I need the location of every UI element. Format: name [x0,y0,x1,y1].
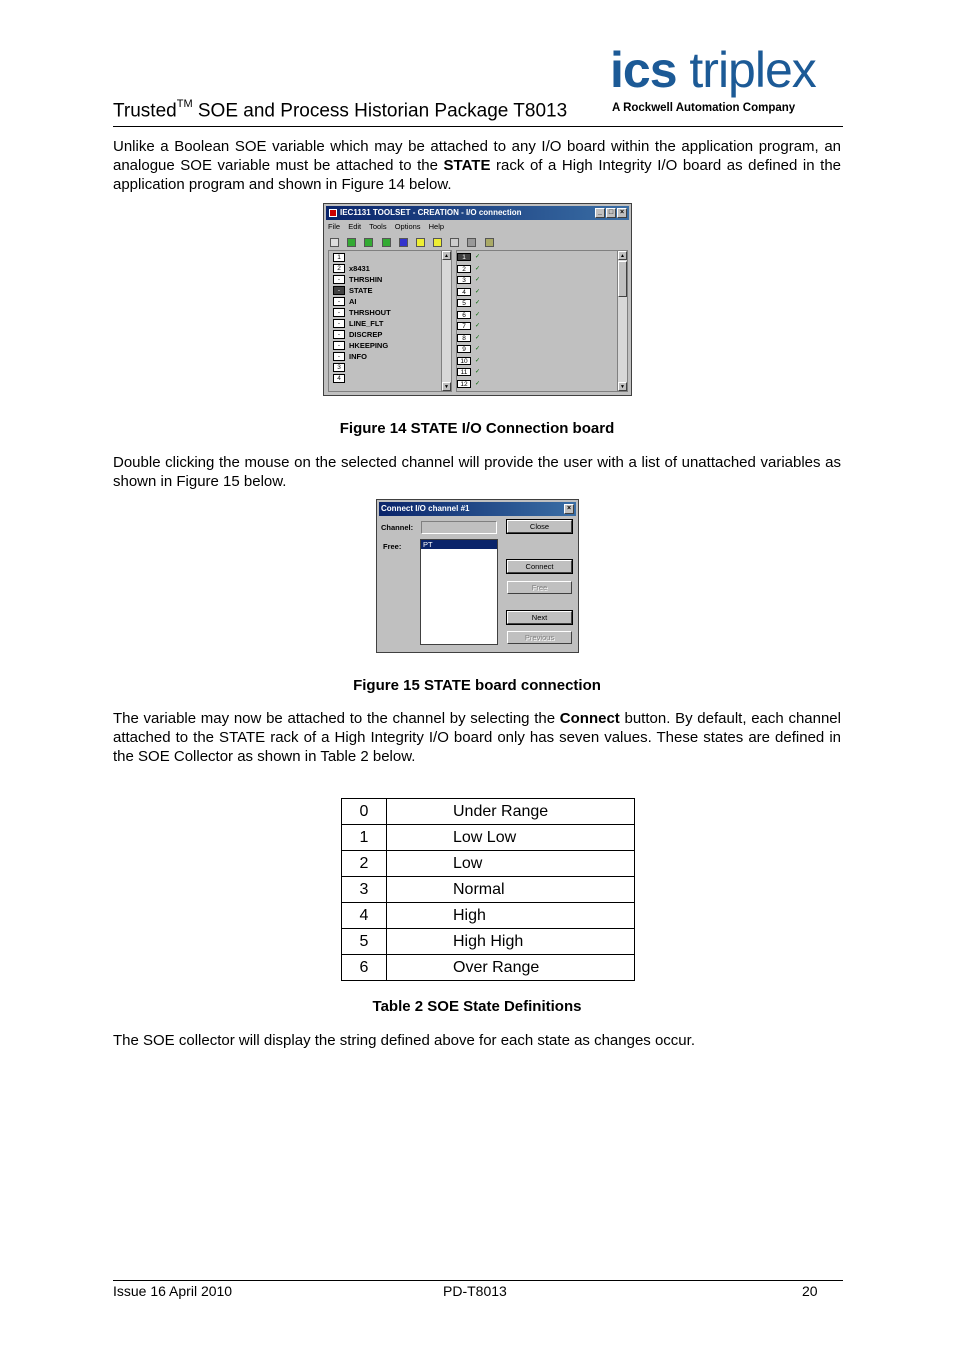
rack-index: 4 [333,374,345,383]
state-name: Over Range [387,955,635,981]
rack-row[interactable] [333,297,357,307]
header-title-rest: SOE and Process Historian Package T8013 [192,100,568,122]
paragraph-double-click: Double clicking the mouse on the selected channel will provide the user with a list of unattached variables as shown in Figure 15 below. [113,454,841,490]
channel-index: 9 [457,345,471,353]
footer-issue: Issue 16 April 2010 [113,1283,233,1299]
close-icon[interactable]: × [617,208,627,218]
minimize-icon[interactable]: _ [595,208,605,218]
table-2-caption: Table 2 SOE State Definitions [372,998,582,1015]
rack-index: - [333,275,345,284]
previous-button[interactable]: Previous [507,631,572,644]
app-icon [329,209,337,217]
state-value: 1 [342,825,387,851]
rack-row[interactable] [333,308,391,318]
rack-index: - [333,352,345,361]
channel-index: 11 [457,368,471,376]
settings-icon[interactable] [485,238,494,247]
rack-label: LINE_FLT [349,319,384,328]
logo-light-part: triplex [676,42,816,98]
channel-row-selected[interactable] [457,253,481,263]
channel-index: 3 [457,276,471,284]
company-logo [606,42,846,122]
paragraph-intro [113,137,841,194]
channel-scrollbar[interactable] [617,251,627,391]
window-title: IEC1131 TOOLSET - CREATION - I/O connection [340,208,522,217]
channel-row[interactable] [457,288,481,298]
channel-index: 2 [457,265,471,273]
page-header-title [113,100,567,122]
rack-label: STATE [349,286,373,295]
menu-file[interactable]: File [328,222,341,231]
check-icon: ✓ [475,323,481,329]
delete-icon[interactable] [399,238,408,247]
paste-board-icon[interactable] [382,238,391,247]
print-icon[interactable] [330,238,339,247]
check-icon: ✓ [475,265,481,272]
rack-label: HKEEPING [349,341,389,350]
scroll-up-icon[interactable]: ▲ [442,251,451,260]
logo-bold-part: ics [610,42,677,98]
channel-index: 1 [457,253,471,261]
rack-scrollbar[interactable] [441,251,451,391]
rack-index: - [333,297,345,306]
state-value: 5 [342,929,387,955]
figure-15-connect-dialog [376,499,579,653]
paragraph-connect [113,709,841,766]
state-name: High [387,903,635,929]
check-icon: ✓ [475,254,481,260]
channel-row[interactable] [457,276,481,286]
menu-tools[interactable]: Tools [369,222,387,231]
channel-row[interactable] [457,299,481,309]
channel-index: 8 [457,334,471,342]
scroll-down-icon[interactable]: ▼ [442,382,451,391]
channel-label: Channel: [381,523,414,532]
scroll-thumb[interactable] [618,261,627,297]
check-icon: ✓ [475,300,481,306]
rack-label: x8431 [349,264,370,273]
channel-row[interactable] [457,265,481,275]
check-icon: ✓ [475,380,481,387]
arrow-up-icon[interactable] [416,238,425,247]
check-icon: ✓ [475,346,481,352]
channel-index: 10 [457,357,471,365]
paragraph-connect-part-1: The variable may now be attached to the channel by selecting the [113,710,560,727]
rack-index: - [333,286,345,295]
state-name: High High [387,929,635,955]
state-value: 0 [342,799,387,825]
free-label: Free: [383,542,402,551]
rack-index: 2 [333,264,345,273]
rack-row[interactable] [333,330,382,340]
add-board-icon[interactable] [347,238,356,247]
check-icon: ✓ [475,277,481,283]
rack-index: - [333,319,345,328]
list-item-selected[interactable]: PT [421,540,497,549]
table-row [342,825,635,851]
rack-index: - [333,330,345,339]
check-icon: ✓ [475,334,481,341]
channel-row[interactable] [457,334,481,344]
rack-index: 1 [333,253,345,262]
channel-row[interactable] [457,380,481,390]
rack-label: THRSHOUT [349,308,391,317]
logo-tagline: A Rockwell Automation Company [612,102,796,114]
state-name: Low Low [387,825,635,851]
channel-field [421,521,497,534]
channel-index: 4 [457,288,471,296]
channel-index: 7 [457,322,471,330]
channel-index: 5 [457,299,471,307]
paragraph-intro-bold: STATE [443,157,491,174]
rack-index: - [333,308,345,317]
state-value: 4 [342,903,387,929]
channel-row[interactable] [457,357,481,367]
state-name: Low [387,851,635,877]
rack-row-selected[interactable] [333,286,372,296]
table-row [342,929,635,955]
soe-state-table [341,798,635,981]
footer-page-number: 20 [802,1283,818,1299]
header-divider [113,126,843,127]
state-value: 2 [342,851,387,877]
toolbar [328,234,627,247]
paragraph-intro-part-1: Unlike a Boolean SOE variable which may be attached to any I/O board within the application program, an analogue SOE variable must be attached to the [113,138,841,174]
rack-label: INFO [349,352,367,361]
paragraph-intro-part-2: rack of a High Integrity I/O board as defined in the application program and shown in Figure 14 below. [113,157,842,193]
paragraph-connect-bold: Connect [559,710,620,727]
next-button[interactable]: Next [507,611,572,624]
copy-board-icon[interactable] [364,238,373,247]
free-button[interactable]: Free [507,581,572,594]
rack-row[interactable] [333,319,383,329]
connect-button[interactable]: Connect [507,560,572,573]
channel-list-panel [456,250,628,392]
channel-index: 12 [457,380,471,388]
dialog-titlebar [379,502,576,516]
rack-row[interactable] [333,374,349,384]
close-icon[interactable]: × [564,504,574,514]
dialog-title: Connect I/O channel #1 [381,504,470,513]
header-title-main: Trusted [113,100,177,122]
figure-15-caption: Figure 15 STATE board connection [353,677,601,694]
footer-doc-id: PD-T8013 [443,1283,507,1299]
channel-row[interactable] [457,368,481,378]
rack-label: DISCREP [349,330,383,339]
menu-bar [328,222,450,231]
maximize-icon[interactable]: □ [606,208,616,218]
free-variables-list[interactable] [420,539,498,645]
menu-options[interactable]: Options [394,222,421,231]
rack-row[interactable] [333,264,370,274]
channel-index: 6 [457,311,471,319]
menu-edit[interactable]: Edit [348,222,362,231]
rack-row[interactable] [333,341,388,351]
paragraph-connect-part-2: button. By default, each channel attached to the STATE rack of a High Integrity I/O board only has seven values. These states are defined in the SOE Collector as shown in Table 2 below. [113,710,841,765]
figure-14-io-connection-window [323,203,632,396]
window-titlebar [326,206,629,220]
menu-help[interactable]: Help [428,222,445,231]
state-value: 6 [342,955,387,981]
scroll-down-icon[interactable]: ▼ [618,382,627,391]
channel-row[interactable] [457,345,481,355]
table-row [342,955,635,981]
table-row [342,903,635,929]
state-name: Under Range [387,799,635,825]
scroll-up-icon[interactable]: ▲ [618,251,627,260]
rack-index: - [333,341,345,350]
check-icon: ✓ [475,311,481,318]
paragraph-display: The SOE collector will display the string defined above for each state as changes occur. [113,1032,695,1049]
rack-label: THRSHIN [349,275,383,284]
channel-row[interactable] [457,311,481,321]
rack-tree-panel [328,250,452,392]
rack-row[interactable] [333,253,349,263]
rack-index: 3 [333,363,345,372]
table-row [342,851,635,877]
state-name: Normal [387,877,635,903]
check-icon: ✓ [475,369,481,375]
footer-divider [113,1280,843,1281]
state-value: 3 [342,877,387,903]
channel-row[interactable] [457,322,481,332]
trademark-superscript: TM [176,98,193,110]
figure-14-caption: Figure 14 STATE I/O Connection board [339,420,615,437]
arrow-down-icon[interactable] [433,238,442,247]
cut-icon[interactable] [467,238,476,247]
rack-row[interactable] [333,363,349,373]
check-icon: ✓ [475,288,481,295]
close-button[interactable]: Close [507,520,572,533]
rack-row[interactable] [333,352,367,362]
check-icon: ✓ [475,357,481,364]
properties-icon[interactable] [450,238,459,247]
table-row [342,799,635,825]
rack-row[interactable] [333,275,382,285]
rack-label: AI [349,297,357,306]
logo-wordmark [610,42,816,98]
table-row [342,877,635,903]
